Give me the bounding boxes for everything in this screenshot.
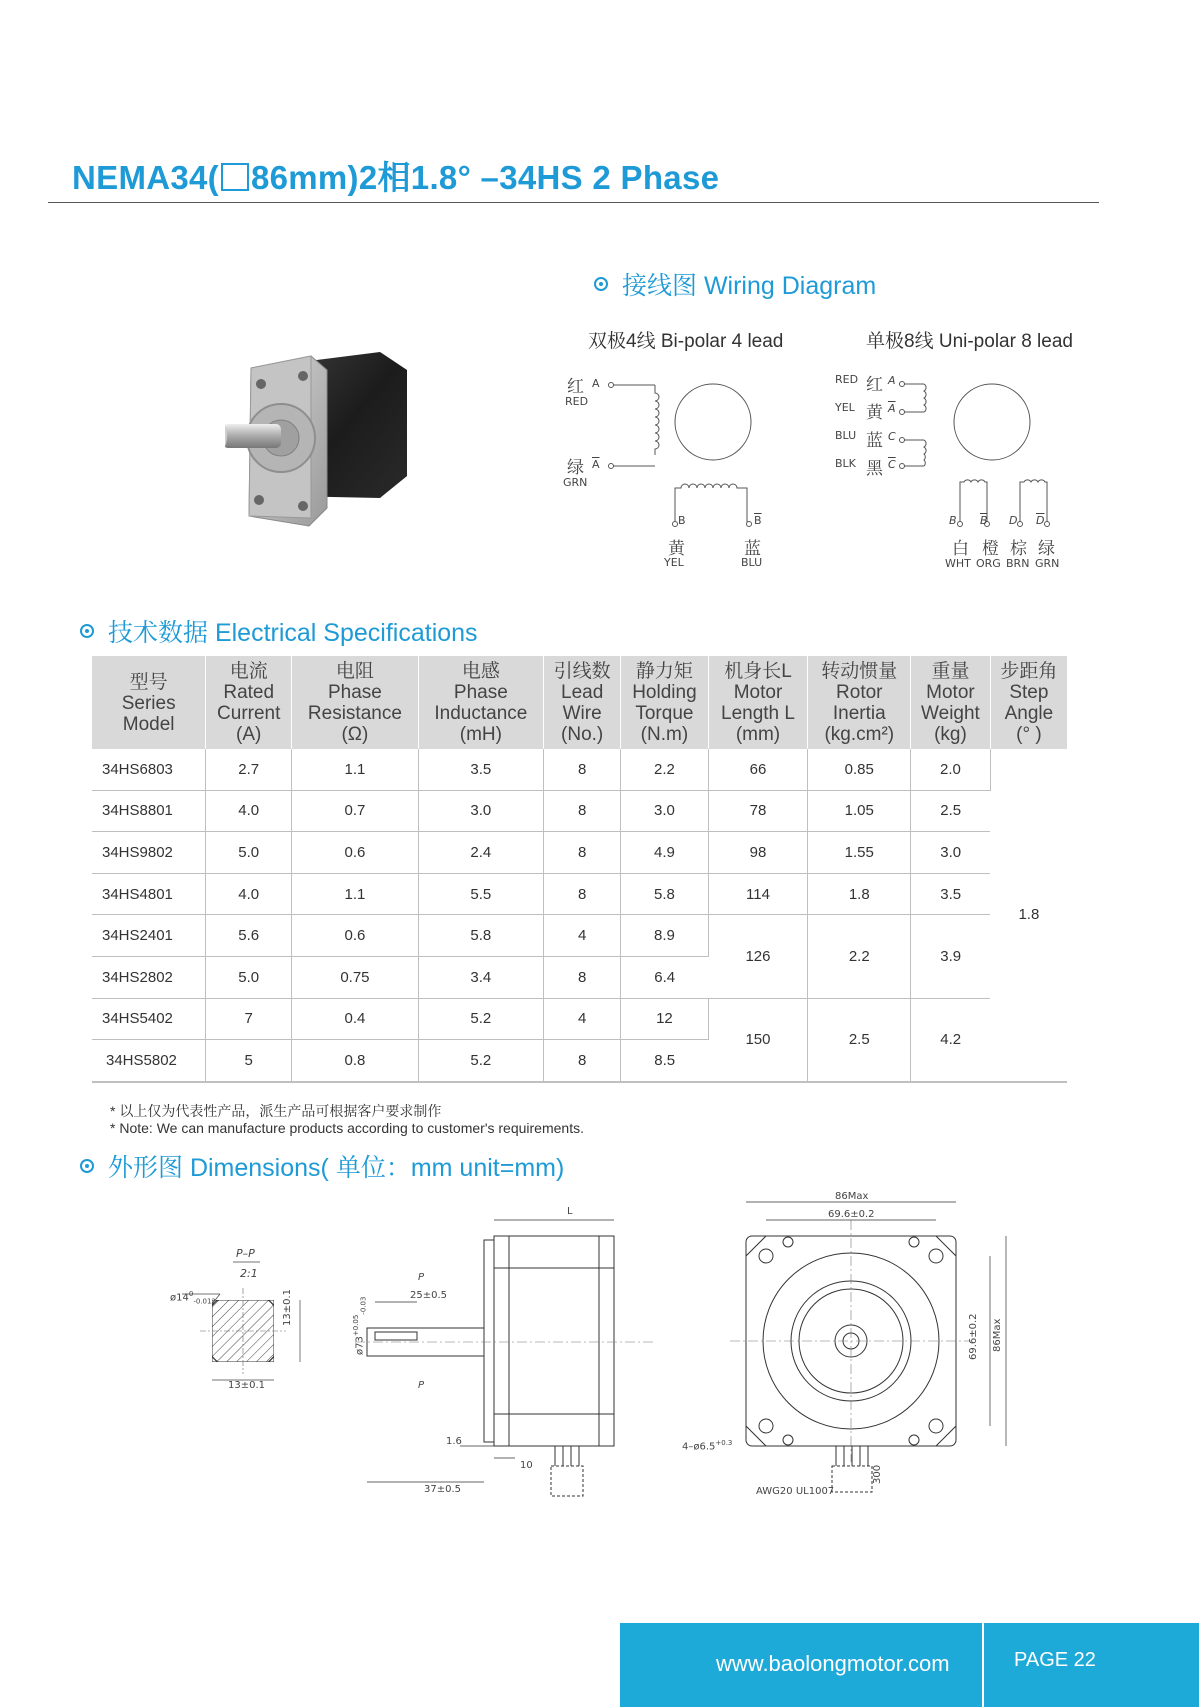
square-symbol-icon bbox=[221, 163, 249, 191]
cell-resistance: 0.6 bbox=[292, 832, 419, 874]
header-current: 电流 Rated Current (A) bbox=[206, 656, 292, 749]
cell-weight: 3.9 bbox=[911, 915, 991, 998]
cell-torque: 2.2 bbox=[621, 749, 708, 790]
header-holding-torque: 静力矩 Holding Torque (N.m) bbox=[621, 656, 708, 749]
pin-label: B bbox=[678, 514, 686, 527]
section-mark-label: P bbox=[418, 1380, 425, 1391]
cell-leads: 4 bbox=[543, 915, 620, 957]
lead-label: RED bbox=[565, 395, 589, 408]
cell-length: 66 bbox=[708, 749, 808, 790]
cell-inertia: 1.05 bbox=[808, 790, 911, 832]
page-number: PAGE 22 bbox=[1014, 1649, 1096, 1671]
pin-label: $\overline{C}$ bbox=[888, 458, 896, 471]
cell-leads: 8 bbox=[543, 956, 620, 998]
title-divider bbox=[48, 202, 1099, 203]
pilot-diameter-label: $ø73^{+0.05}_{-0.03}$ bbox=[352, 1296, 368, 1355]
electrical-spec-table bbox=[92, 656, 1067, 1083]
scale-label: 2:1 bbox=[240, 1267, 258, 1280]
footer-bar bbox=[620, 1623, 1199, 1707]
lead-label: 黑 bbox=[866, 459, 883, 479]
cell-resistance: 1.1 bbox=[292, 749, 419, 790]
header-lead-wire: 引线数 Lead Wire (No.) bbox=[543, 656, 620, 749]
electrical-section-title: 技术数据 Electrical Specifications bbox=[80, 613, 478, 649]
stepper-motor-image bbox=[225, 348, 450, 528]
cell-length: 126 bbox=[708, 915, 808, 998]
lead-label: BLU bbox=[835, 429, 857, 442]
cell-inductance: 5.2 bbox=[418, 998, 543, 1040]
bullet-icon bbox=[80, 1159, 94, 1173]
cell-resistance: 0.7 bbox=[292, 790, 419, 832]
cell-current: 5.0 bbox=[206, 832, 292, 874]
lead-label: BRN bbox=[1006, 557, 1030, 570]
cell-torque: 8.9 bbox=[621, 915, 708, 957]
cell-inductance: 5.8 bbox=[418, 915, 543, 957]
cell-inertia: 0.85 bbox=[808, 749, 911, 790]
cell-inductance: 5.5 bbox=[418, 873, 543, 915]
lead-label: 红 bbox=[866, 375, 883, 395]
dimensions-section-title: 外形图 Dimensions( 单位：mm unit=mm) bbox=[80, 1148, 564, 1184]
flat-height-label: 13±0.1 bbox=[282, 1288, 293, 1326]
lead-label: 白 bbox=[952, 539, 969, 559]
table-header-row bbox=[92, 656, 1067, 749]
lead-label: GRN bbox=[1035, 557, 1060, 570]
section-mark-label: P bbox=[418, 1272, 425, 1283]
pin-label: A bbox=[592, 377, 600, 390]
cell-leads: 8 bbox=[543, 873, 620, 915]
cable-spec-label: AWG20 UL1007 bbox=[756, 1486, 835, 1497]
cell-leads: 8 bbox=[543, 749, 620, 790]
shaft-length-label: 37±0.5 bbox=[424, 1484, 462, 1495]
cell-current: 4.0 bbox=[206, 873, 292, 915]
bolt-spacing-vertical-label: 69.6±0.2 bbox=[968, 1313, 979, 1360]
footer-divider bbox=[982, 1623, 984, 1707]
cell-inertia: 1.55 bbox=[808, 832, 911, 874]
cell-inductance: 2.4 bbox=[418, 832, 543, 874]
cell-model: 34HS4801 bbox=[92, 873, 206, 915]
max-86-label: 86Max bbox=[835, 1191, 869, 1202]
lead-label: 绿 bbox=[567, 458, 584, 478]
pin-label: $\overline{B}$ bbox=[754, 514, 762, 527]
bullet-icon bbox=[80, 624, 94, 638]
lead-label: 蓝 bbox=[744, 539, 761, 559]
cell-model: 34HS9802 bbox=[92, 832, 206, 874]
table-row bbox=[92, 915, 1067, 957]
cell-model: 34HS2802 bbox=[92, 956, 206, 998]
cell-inductance: 5.2 bbox=[418, 1040, 543, 1082]
flat-width-label: 13±0.1 bbox=[228, 1380, 266, 1391]
cell-current: 4.0 bbox=[206, 790, 292, 832]
key-length-label: 25±0.5 bbox=[410, 1290, 448, 1301]
table-row bbox=[92, 998, 1067, 1040]
header-resistance: 电阻 Phase Resistance (Ω) bbox=[292, 656, 419, 749]
pin-label: $\overline{A}$ bbox=[592, 458, 600, 471]
lead-label: YEL bbox=[835, 401, 855, 414]
cell-inertia: 2.2 bbox=[808, 915, 911, 998]
lead-label: BLK bbox=[835, 457, 856, 470]
lead-label: 棕 bbox=[1010, 539, 1027, 559]
cell-current: 5 bbox=[206, 1040, 292, 1082]
lead-label: ORG bbox=[976, 557, 1001, 570]
footer-url[interactable]: www.baolongmotor.com bbox=[716, 1651, 950, 1676]
bolt-spacing-label: 69.6±0.2 bbox=[828, 1209, 875, 1220]
cell-length: 150 bbox=[708, 998, 808, 1082]
cell-current: 7 bbox=[206, 998, 292, 1040]
cell-torque: 12 bbox=[621, 998, 708, 1040]
pin-label: $\overline{D}$ bbox=[1036, 514, 1045, 527]
side-view-drawing bbox=[355, 1200, 665, 1510]
pin-label: A bbox=[888, 374, 896, 387]
note-cn: * 以上仅为代表性产品，派生产品可根据客户要求制作 bbox=[110, 1103, 442, 1119]
lead-label: YEL bbox=[664, 556, 684, 569]
cell-torque: 4.9 bbox=[621, 832, 708, 874]
header-model: 型号 Series Model bbox=[92, 656, 206, 749]
cell-current: 2.7 bbox=[206, 749, 292, 790]
cell-resistance: 0.4 bbox=[292, 998, 419, 1040]
header-motor-length: 机身长L Motor Length L (mm) bbox=[708, 656, 808, 749]
cell-current: 5.6 bbox=[206, 915, 292, 957]
shaft-diameter-label: $ø14^0_{-0.012}$ bbox=[170, 1290, 216, 1306]
cell-leads: 4 bbox=[543, 998, 620, 1040]
header-rotor-inertia: 转动惯量 Rotor Inertia (kg.cm²) bbox=[808, 656, 911, 749]
cell-model: 34HS2401 bbox=[92, 915, 206, 957]
wiring-section-title: 接线图 Wiring Diagram bbox=[594, 266, 876, 302]
length-label: L bbox=[567, 1206, 573, 1217]
bullet-icon bbox=[594, 277, 608, 291]
lead-label: 黄 bbox=[866, 403, 883, 423]
lead-label: RED bbox=[835, 373, 859, 386]
pin-label: $\overline{A}$ bbox=[888, 402, 896, 415]
flange-thickness-label: 10 bbox=[520, 1460, 533, 1471]
pin-label: C bbox=[888, 430, 896, 443]
header-inductance: 电感 Phase Inductance (mH) bbox=[418, 656, 543, 749]
header-step-angle: 步距角 Step Angle (° ) bbox=[990, 656, 1067, 749]
cell-torque: 6.4 bbox=[621, 956, 708, 998]
cell-weight: 3.0 bbox=[911, 832, 991, 874]
cell-weight: 4.2 bbox=[911, 998, 991, 1082]
section-label: P–P bbox=[236, 1247, 255, 1260]
cell-resistance: 0.8 bbox=[292, 1040, 419, 1082]
cell-weight: 3.5 bbox=[911, 873, 991, 915]
cell-torque: 3.0 bbox=[621, 790, 708, 832]
cell-resistance: 1.1 bbox=[292, 873, 419, 915]
cell-torque: 5.8 bbox=[621, 873, 708, 915]
lead-label: 橙 bbox=[982, 539, 999, 559]
table-row bbox=[92, 873, 1067, 915]
cell-inertia: 1.8 bbox=[808, 873, 911, 915]
cell-model: 34HS6803 bbox=[92, 749, 206, 790]
cell-model: 34HS8801 bbox=[92, 790, 206, 832]
lead-label: 红 bbox=[567, 377, 584, 397]
cell-model: 34HS5402 bbox=[92, 998, 206, 1040]
table-row bbox=[92, 790, 1067, 832]
note-en: * Note: We can manufacture products according to customer's requirements. bbox=[110, 1120, 584, 1136]
cell-resistance: 0.75 bbox=[292, 956, 419, 998]
header-motor-weight: 重量 Motor Weight (kg) bbox=[911, 656, 991, 749]
cell-inductance: 3.5 bbox=[418, 749, 543, 790]
table-row bbox=[92, 832, 1067, 874]
lead-label: BLU bbox=[741, 556, 763, 569]
unipolar-title: 单极8线 Uni-polar 8 lead bbox=[866, 331, 1073, 352]
cell-inductance: 3.4 bbox=[418, 956, 543, 998]
max-86-vertical-label: 86Max bbox=[992, 1318, 1003, 1352]
pin-label: $\overline{B}$ bbox=[980, 514, 988, 527]
pin-label: B bbox=[949, 514, 957, 527]
lead-label: GRN bbox=[563, 476, 588, 489]
lead-label: 黄 bbox=[668, 539, 685, 559]
cell-step-angle: 1.8 bbox=[990, 749, 1067, 1082]
cell-leads: 8 bbox=[543, 832, 620, 874]
pilot-depth-label: 1.6 bbox=[446, 1436, 462, 1447]
lead-length-label: 300 bbox=[872, 1464, 883, 1484]
lead-label: 蓝 bbox=[866, 431, 883, 451]
cell-torque: 8.5 bbox=[621, 1040, 708, 1082]
cell-current: 5.0 bbox=[206, 956, 292, 998]
mounting-holes-label: $4-ø6.5^{+0.3}$ bbox=[682, 1439, 733, 1453]
cell-model: 34HS5802 bbox=[92, 1040, 206, 1082]
lead-label: WHT bbox=[945, 557, 971, 570]
cell-leads: 8 bbox=[543, 1040, 620, 1082]
pin-label: D bbox=[1009, 514, 1018, 527]
cell-length: 78 bbox=[708, 790, 808, 832]
cell-length: 98 bbox=[708, 832, 808, 874]
cell-weight: 2.0 bbox=[911, 749, 991, 790]
page-title: NEMA34( 86mm)2相1.8° –34HS 2 Phase bbox=[72, 159, 720, 196]
bipolar-title: 双极4线 Bi-polar 4 lead bbox=[588, 331, 784, 352]
lead-label: 绿 bbox=[1038, 539, 1055, 559]
table-row bbox=[92, 749, 1067, 790]
cell-weight: 2.5 bbox=[911, 790, 991, 832]
cell-leads: 8 bbox=[543, 790, 620, 832]
cell-inertia: 2.5 bbox=[808, 998, 911, 1082]
cell-resistance: 0.6 bbox=[292, 915, 419, 957]
cell-length: 114 bbox=[708, 873, 808, 915]
cell-inductance: 3.0 bbox=[418, 790, 543, 832]
